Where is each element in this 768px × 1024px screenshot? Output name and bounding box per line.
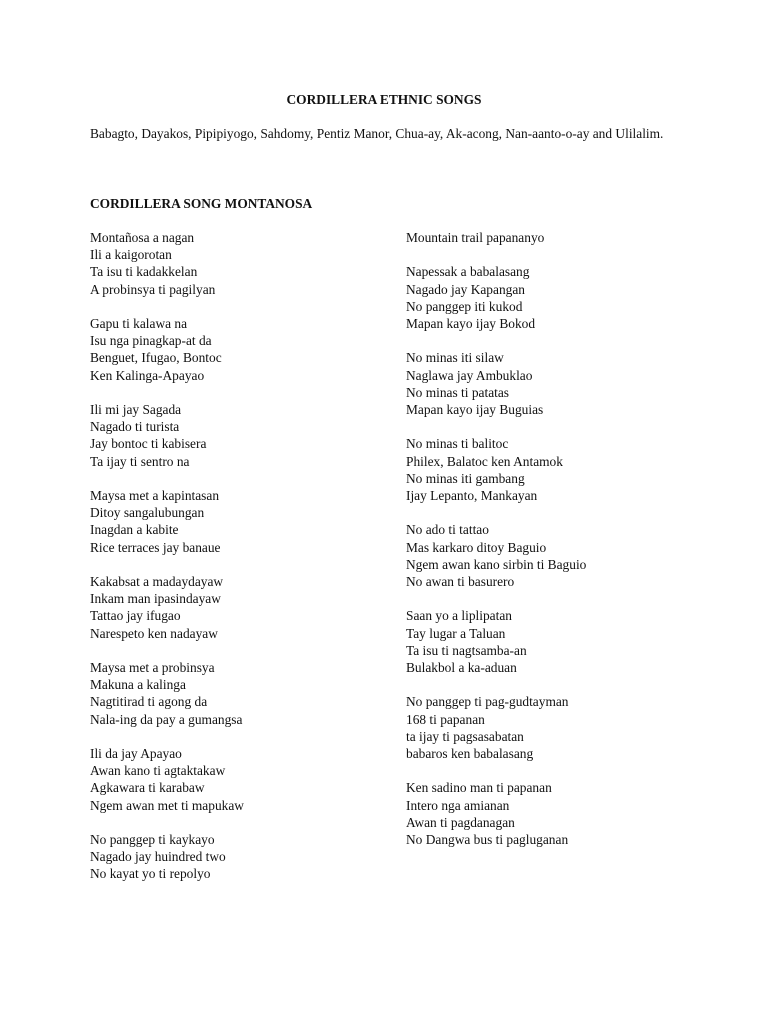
lyrics-right-column (406, 229, 706, 865)
lyric-line: No panggep ti kaykayo (90, 832, 215, 847)
lyric-line: Gapu ti kalawa na (90, 316, 188, 331)
lyric-line: No minas iti gambang (406, 470, 525, 486)
song-title: CORDILLERA SONG MONTANOSA (90, 196, 313, 211)
lyric-line: No kayat yo ti repolyo (90, 866, 211, 882)
lyric-line: Awan ti pagdanagan (406, 814, 515, 830)
lyric-line: Mapan kayo ijay Buguias (406, 402, 544, 417)
lyric-line: No ado ti tattao (406, 522, 489, 538)
lyric-line: Ta ijay ti sentro na (90, 453, 190, 469)
lyric-line: Napessak a babalasang (406, 264, 530, 280)
lyric-stanza (90, 487, 390, 556)
lyric-line: Isu nga pinagkap-at da (90, 333, 212, 349)
lyric-stanza (90, 573, 390, 642)
lyric-stanza (406, 435, 706, 504)
lyric-line: Maysa met a probinsya (90, 660, 215, 675)
lyric-line: Ili a kaigorotan (90, 247, 172, 263)
lyric-line: Ditoy sangalubungan (90, 505, 205, 521)
lyric-stanza (90, 229, 390, 298)
lyric-line: Makuna a kalinga (90, 677, 186, 693)
document-title: CORDILLERA ETHNIC SONGS (286, 92, 482, 107)
lyric-stanza (406, 521, 706, 590)
lyric-line: Ken Kalinga-Apayao (90, 367, 205, 383)
lyric-line: Saan yo a liplipatan (406, 608, 512, 624)
lyric-line: No panggep ti pag-gudtayman (406, 694, 569, 710)
lyric-stanza (406, 693, 706, 762)
lyric-line: No minas iti silaw (406, 350, 504, 366)
lyric-stanza (406, 229, 706, 246)
lyric-line: No Dangwa bus ti pagluganan (406, 832, 569, 847)
lyric-line: A probinsya ti pagilyan (90, 281, 216, 297)
lyric-line: No minas ti balitoc (406, 436, 509, 452)
lyric-line: Mas karkaro ditoy Baguio (406, 539, 547, 555)
lyric-line: Inkam man ipasindayaw (90, 591, 221, 607)
lyric-stanza (90, 401, 390, 470)
lyric-line: Mountain trail papananyo (406, 230, 545, 245)
lyric-line: Awan kano ti agtaktakaw (90, 763, 226, 779)
lyric-line: ta ijay ti pagsasabatan (406, 728, 524, 744)
lyric-line: Bulakbol a ka-aduan (406, 660, 517, 675)
lyric-line: Rice terraces jay banaue (90, 539, 221, 555)
lyric-line: babaros ken babalasang (406, 746, 534, 761)
lyric-line: Ili da jay Apayao (90, 746, 182, 761)
lyric-line: 168 ti papanan (406, 711, 485, 727)
lyric-line: Benguet, Ifugao, Bontoc (90, 350, 222, 366)
lyric-line: Agkawara ti karabaw (90, 780, 205, 796)
lyric-stanza (90, 659, 390, 728)
lyric-line: Nagado jay huindred two (90, 849, 226, 865)
lyric-line: Philex, Balatoc ken Antamok (406, 453, 563, 469)
lyric-stanza (406, 263, 706, 332)
lyric-line: Nagtitirad ti agong da (90, 694, 208, 710)
lyric-line: Ngem awan met ti mapukaw (90, 797, 244, 813)
lyric-line: Ken sadino man ti papanan (406, 780, 552, 796)
lyric-line: Narespeto ken nadayaw (90, 625, 218, 641)
lyric-line: Ili mi jay Sagada (90, 402, 182, 417)
lyric-line: Maysa met a kapintasan (90, 488, 220, 503)
lyrics-left-column (90, 229, 390, 900)
lyric-line: Intero nga amianan (406, 797, 510, 813)
lyric-line: Inagdan a kabite (90, 522, 179, 538)
lyric-line: No panggep iti kukod (406, 298, 523, 314)
lyric-line: Ta isu ti nagtsamba-an (406, 642, 527, 658)
lyric-line: Montañosa a nagan (90, 230, 195, 245)
lyric-stanza (406, 779, 706, 848)
lyric-line: Nala-ing da pay a gumangsa (90, 711, 243, 727)
lyric-line: Ngem awan kano sirbin ti Baguio (406, 556, 587, 572)
lyric-stanza (406, 349, 706, 418)
lyric-line: Nagado ti turista (90, 419, 180, 435)
lyric-stanza (90, 831, 390, 883)
lyric-line: Ta isu ti kadakkelan (90, 264, 198, 280)
lyric-stanza (90, 315, 390, 384)
lyric-line: Tattao jay ifugao (90, 608, 181, 624)
lyric-line: Naglawa jay Ambuklao (406, 367, 533, 383)
lyric-line: No awan ti basurero (406, 574, 515, 589)
lyric-stanza (406, 607, 706, 676)
lyric-line: No minas ti patatas (406, 384, 510, 400)
lyric-line: Ijay Lepanto, Mankayan (406, 488, 538, 503)
lyric-line: Jay bontoc ti kabisera (90, 436, 207, 452)
lyric-line: Tay lugar a Taluan (406, 625, 506, 641)
intro-paragraph: Babagto, Dayakos, Pipipiyogo, Sahdomy, Pentiz Manor, Chua-ay, Ak-acong, Nan-aanto-o-ay and Ulilalim. (90, 126, 664, 141)
lyric-line: Mapan kayo ijay Bokod (406, 316, 536, 331)
lyric-line: Nagado jay Kapangan (406, 281, 525, 297)
lyric-line: Kakabsat a madaydayaw (90, 574, 224, 589)
lyric-stanza (90, 745, 390, 814)
